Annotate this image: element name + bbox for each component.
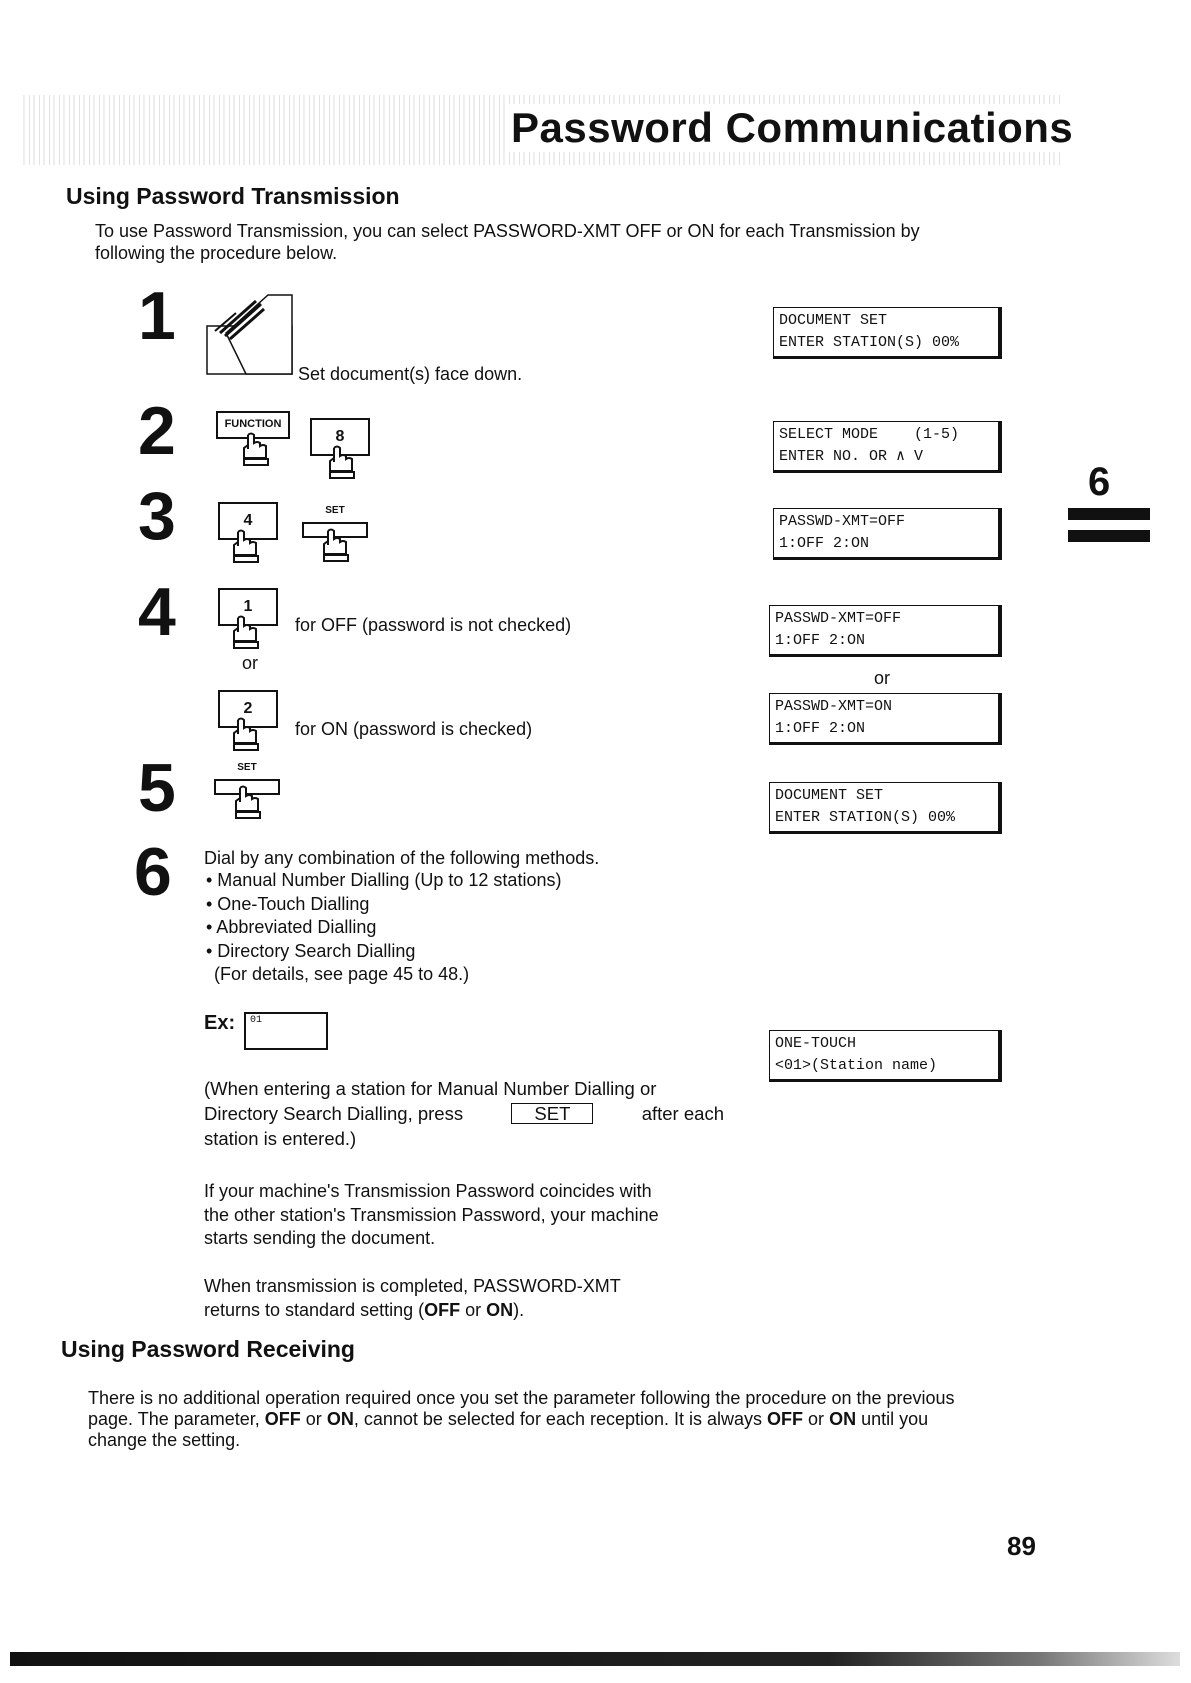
chapter-tab-bar	[1068, 530, 1150, 542]
rx-or: or	[300, 1409, 327, 1429]
manual-dial-note	[204, 1076, 724, 1151]
press-hand-icon	[316, 527, 356, 563]
page-number: 89	[1007, 1531, 1036, 1561]
key-1[interactable]	[218, 588, 282, 650]
lcd-display-4	[769, 605, 1002, 657]
rx-off: OFF	[264, 1409, 301, 1429]
display-or: or	[874, 668, 891, 688]
inline-set-key: SET	[511, 1103, 593, 1124]
key-8-label: 8	[335, 428, 345, 445]
para2-line-2	[204, 1299, 724, 1323]
rx-or: or	[803, 1409, 830, 1429]
list-item: • Manual Number Dialling (Up to 12 stations)	[206, 870, 562, 890]
lcd-line: PASSWD-XMT=OFF	[775, 610, 902, 627]
lcd-line: ENTER NO. OR ∧ V	[779, 448, 924, 465]
step-5-number: 5	[138, 750, 176, 826]
intro-line-2: following the procedure below.	[95, 243, 338, 263]
key-8[interactable]	[310, 418, 374, 480]
list-item: • One-Touch Dialling	[206, 893, 370, 914]
step-4-number: 4	[138, 574, 176, 650]
lcd-display-7	[769, 1030, 1002, 1082]
lcd-line: <01>(Station name)	[775, 1057, 938, 1074]
set-key[interactable]	[302, 505, 372, 565]
rx-text: page. The parameter,	[88, 1409, 265, 1429]
one-touch-key-example[interactable]	[244, 1012, 328, 1050]
lcd-display-3	[773, 508, 1002, 560]
key-2-label: 2	[243, 700, 253, 717]
rx-line-2	[88, 1409, 1088, 1430]
intro-text	[95, 220, 1055, 264]
press-hand-icon	[236, 431, 276, 467]
note-line-2-a: Directory Search Dialling, press	[204, 1103, 464, 1124]
lcd-line: DOCUMENT SET	[779, 312, 888, 329]
lcd-line: DOCUMENT SET	[775, 787, 884, 804]
lcd-line: SELECT MODE (1-5)	[779, 426, 960, 443]
lcd-display-1	[773, 307, 1002, 359]
step-4-on-text: for ON (password is checked)	[295, 719, 533, 739]
key-2[interactable]	[218, 690, 282, 752]
lcd-display-5	[769, 693, 1002, 745]
lcd-line: 1:OFF 2:ON	[775, 720, 866, 737]
para1-line-2: the other station's Transmission Password, your machine	[204, 1204, 659, 1225]
rx-text: until you	[856, 1409, 929, 1429]
example-label: Ex:	[204, 1012, 236, 1034]
press-hand-icon	[226, 716, 266, 752]
set-key-step5[interactable]	[214, 762, 284, 822]
section-heading-transmission: Using Password Transmission	[66, 183, 400, 209]
lcd-line: 1:OFF 2:ON	[775, 632, 866, 649]
note-line-2-b: after each	[641, 1103, 724, 1124]
para1-line-3: starts sending the document.	[204, 1228, 436, 1248]
lcd-line: ENTER STATION(S) 00%	[775, 809, 956, 826]
lcd-line: PASSWD-XMT=OFF	[779, 513, 906, 530]
rx-line-1: There is no additional operation required once you set the parameter following the procedure on the previous	[88, 1388, 955, 1408]
step-2-number: 2	[138, 393, 176, 469]
document-icon	[206, 293, 294, 377]
step-6-number: 6	[134, 834, 172, 910]
step-3-number: 3	[138, 478, 176, 554]
set-key-label: SET	[325, 505, 345, 516]
chapter-tab-bar	[1068, 508, 1150, 520]
footer-bar	[10, 1652, 1180, 1666]
lcd-line: PASSWD-XMT=ON	[775, 698, 893, 715]
para2-text: returns to standard setting (	[204, 1299, 425, 1320]
chapter-number: 6	[1088, 460, 1111, 504]
list-item: • Directory Search Dialling	[206, 940, 416, 961]
rx-text: , cannot be selected for each reception. It is always	[353, 1409, 768, 1429]
function-key-label: FUNCTION	[224, 418, 282, 430]
receiving-text	[88, 1388, 1088, 1451]
para2-line-1: When transmission is completed, PASSWORD-XMT	[204, 1276, 621, 1296]
set-key-label: SET	[237, 762, 257, 773]
rx-off: OFF	[767, 1409, 804, 1429]
press-hand-icon	[226, 528, 266, 564]
press-hand-icon	[228, 784, 268, 820]
password-coincide-paragraph	[204, 1180, 724, 1251]
details-note: (For details, see page 45 to 48.)	[214, 964, 470, 984]
note-line-2	[204, 1101, 724, 1126]
step-1-text: Set document(s) face down.	[298, 364, 523, 384]
key-4-label: 4	[243, 512, 253, 529]
completion-paragraph	[204, 1275, 724, 1322]
para2-on: ON	[486, 1299, 514, 1320]
press-hand-icon	[226, 614, 266, 650]
para1-line-1: If your machine's Transmission Password coincides with	[204, 1181, 652, 1201]
step-4-or: or	[242, 653, 259, 673]
key-4[interactable]	[218, 502, 282, 564]
dial-methods-list	[206, 869, 561, 963]
press-hand-icon	[322, 444, 362, 480]
rx-on: ON	[326, 1409, 354, 1429]
note-line-1: (When entering a station for Manual Number Dialling or	[204, 1078, 657, 1099]
lcd-line: ENTER STATION(S) 00%	[779, 334, 960, 351]
step-1-number: 1	[138, 278, 176, 354]
section-heading-receiving: Using Password Receiving	[61, 1336, 355, 1362]
intro-line-1: To use Password Transmission, you can select PASSWORD-XMT OFF or ON for each Transmission by	[95, 221, 920, 241]
page-title: Password Communications	[505, 104, 1079, 152]
key-1-label: 1	[243, 598, 253, 615]
lcd-display-2	[773, 421, 1002, 473]
rx-line-3: change the setting.	[88, 1430, 241, 1450]
lcd-line: 1:OFF 2:ON	[779, 535, 870, 552]
one-touch-key-number: 01	[250, 1015, 263, 1026]
rx-on: ON	[829, 1409, 857, 1429]
para2-or: or	[460, 1299, 487, 1320]
step-6-intro: Dial by any combination of the following methods.	[204, 848, 600, 868]
list-item: • Abbreviated Dialling	[206, 917, 377, 937]
lcd-line: ONE-TOUCH	[775, 1035, 857, 1052]
para2-end: ).	[513, 1299, 525, 1320]
step-4-off-text: for OFF (password is not checked)	[295, 615, 572, 635]
para2-off: OFF	[424, 1299, 461, 1320]
function-key[interactable]	[216, 411, 292, 469]
lcd-display-6	[769, 782, 1002, 834]
note-line-3: station is entered.)	[204, 1128, 357, 1149]
